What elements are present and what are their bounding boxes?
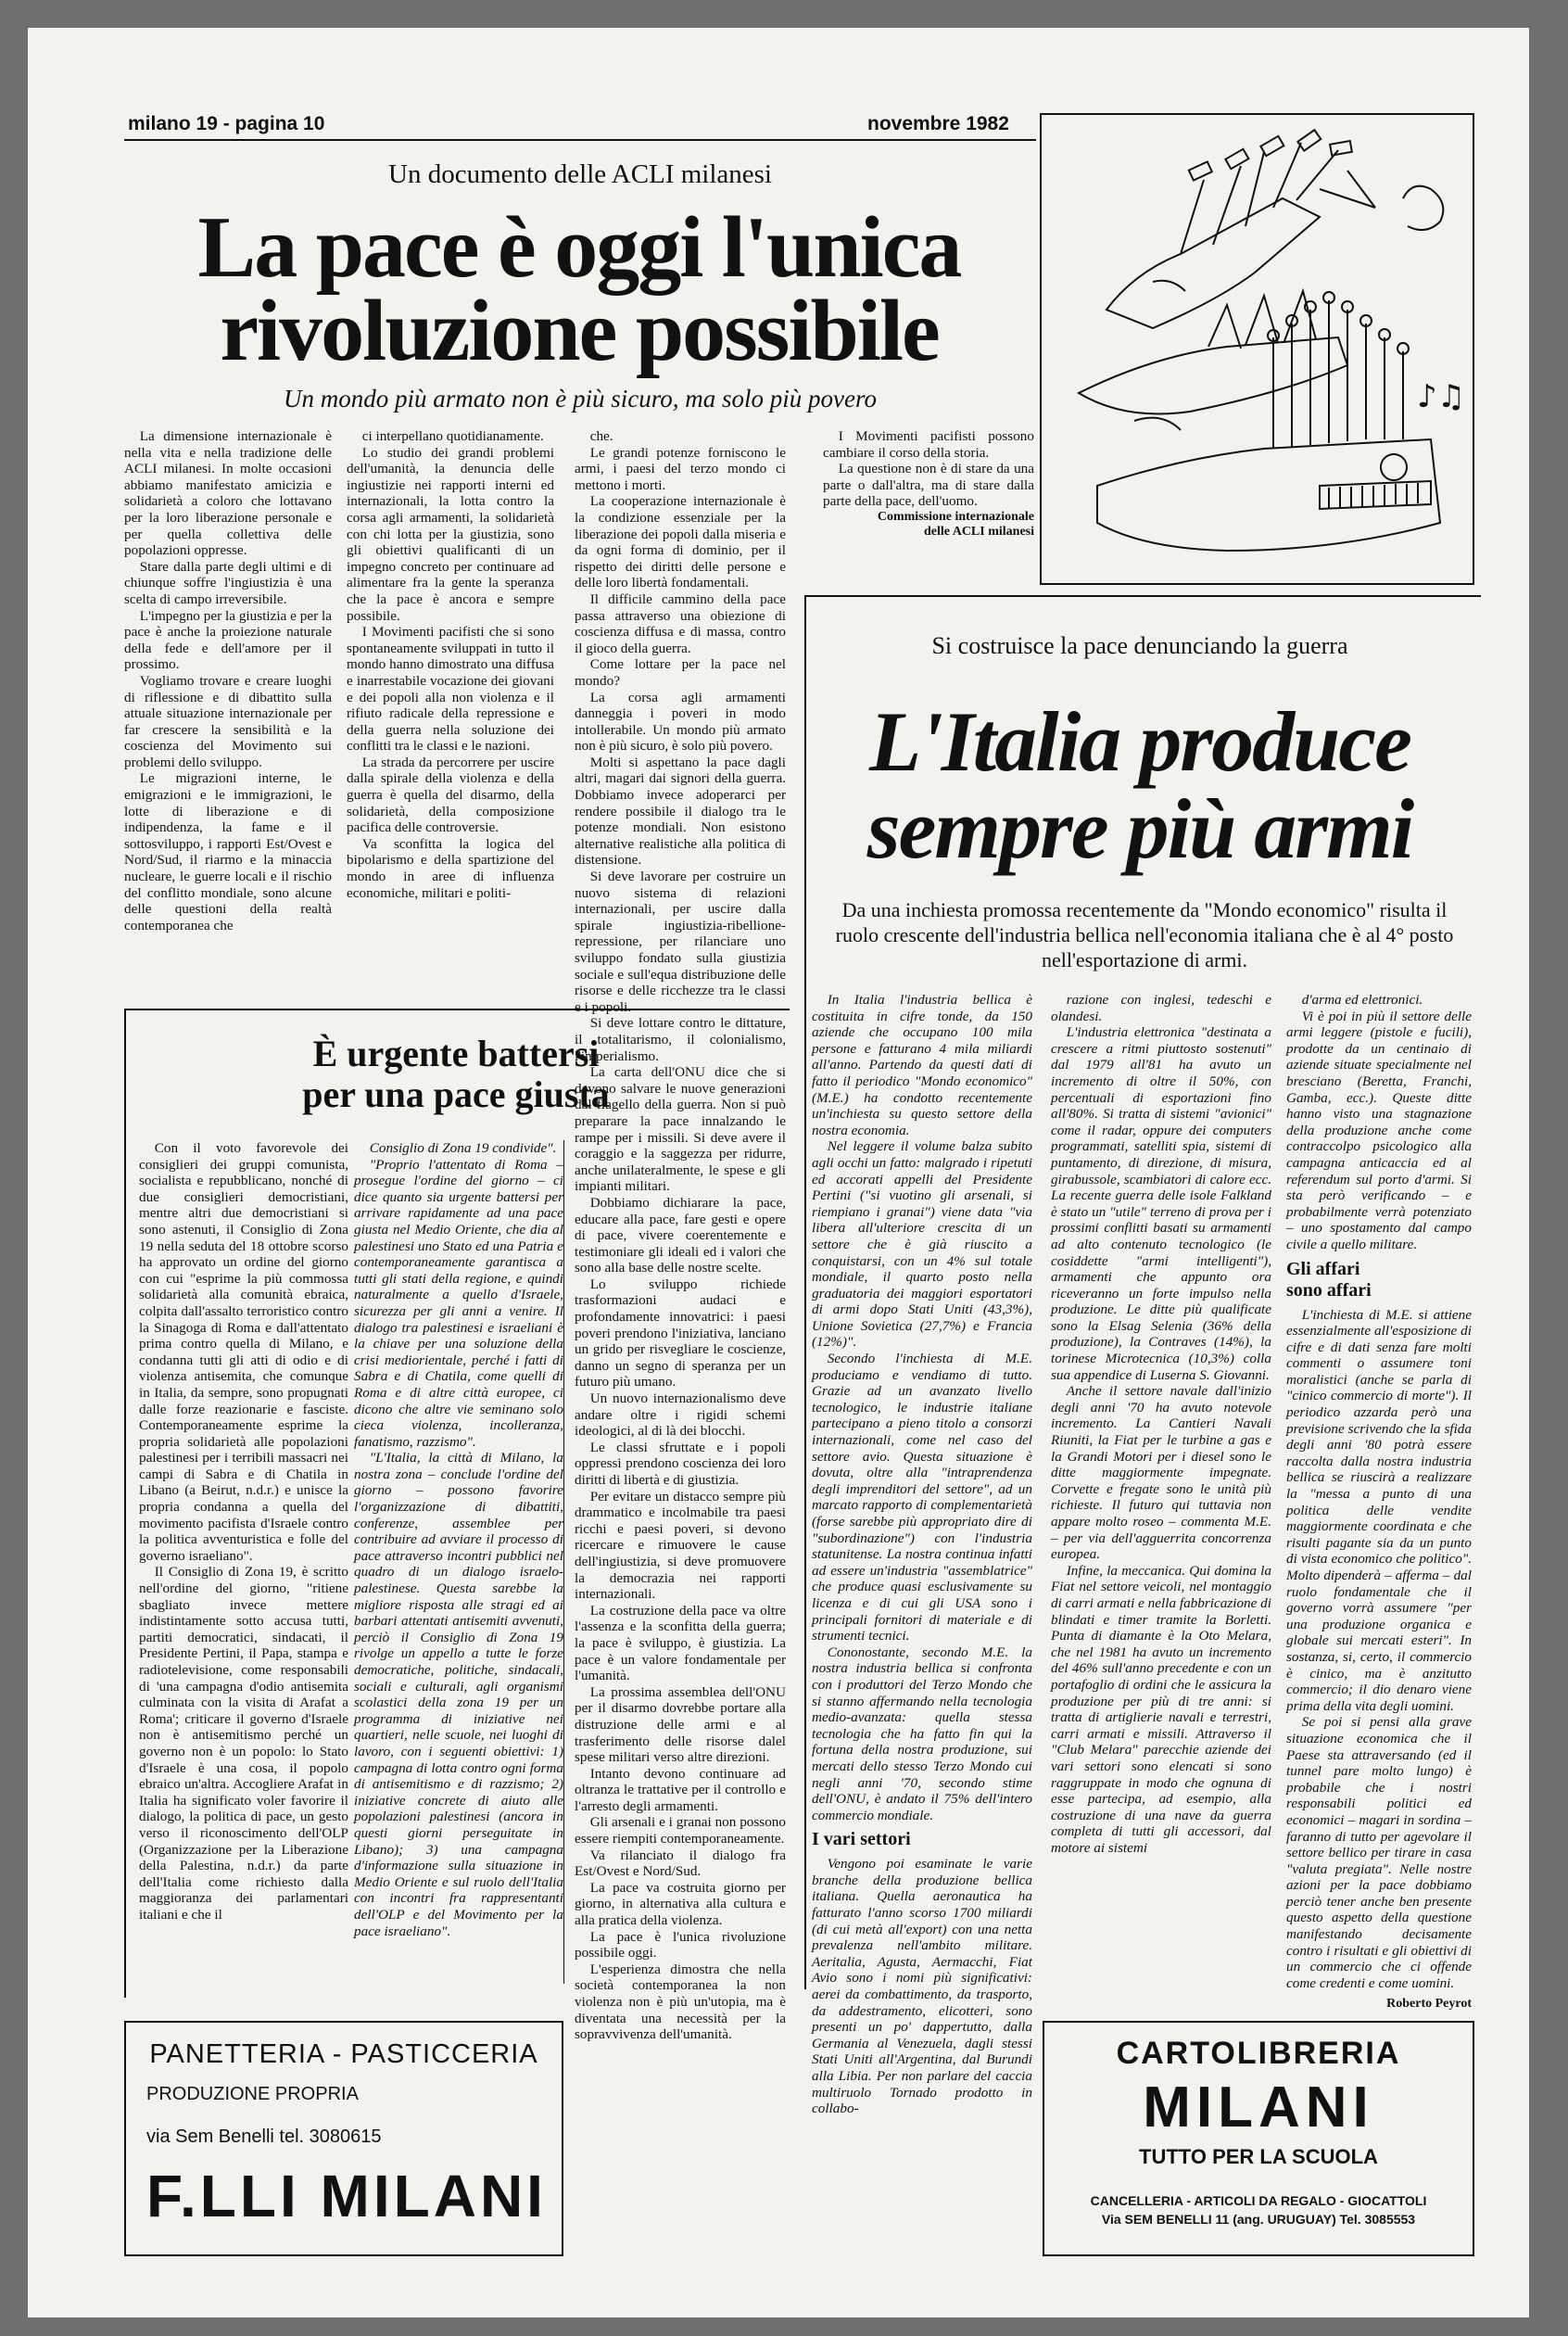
ad-panetteria-line2: PRODUZIONE PROPRIA	[146, 2084, 359, 2104]
paragraph: Le classi sfruttate e i popoli oppressi prendono coscienza dei loro diritti di libertà e di giustizia.	[575, 1439, 786, 1488]
paragraph: Va rilanciato il dialogo fra Est/Ovest e Nord/Sud.	[575, 1847, 786, 1880]
ad-panetteria-address: via Sem Benelli tel. 3080615	[146, 2127, 382, 2147]
ad-cartolibreria-items: CANCELLERIA - ARTICOLI DA REGALO - GIOCATTOLI	[1090, 2193, 1427, 2208]
warship-organ-cartoon	[1042, 115, 1473, 583]
paragraph: I Movimenti pacifisti possono cambiare il corso della storia.	[823, 428, 1034, 461]
paragraph: Come lottare per la pace nel mondo?	[575, 656, 786, 689]
article3-headline-2: sempre più armi	[866, 781, 1413, 876]
paragraph: "L'Italia, la città di Milano, la nostra zona – conclude l'ordine del giorno – possono favorire l'organizzazione di dibattiti, conferenze, assemblee per contribuire ad avviare il processo di pace attraverso incontri pubblici nel quadro di un dialogo israelo-palestinese. Questa sarebbe la migliore risposta alle stragi ed ai barbari attentati antisemiti avvenuti, perciò il Consiglio di Zona 19 rivolge un appello a tutte le forze democratiche, politiche, sindacali, sociali e culturali, agli organismi scolastici della zona 19 per un programma di iniziative nei quartieri, nelle scuole, nei luoghi di lavoro, con i seguenti obiettivi: 1) campagna di lotta contro ogni forma di antisemitismo e di razzismo; 2) iniziative concrete di aiuto alle popolazioni palestinesi (ancora in questi giorni perseguitate in Libano); 3) una campagna d'informazione sulla situazione in Medio Oriente e sul ruolo dell'Italia con incontri fra rappresentanti dell'OLP e del Movimento per la pace israeliano".	[354, 1450, 563, 1939]
paragraph: In Italia l'industria bellica è costituita in cifre tonde, da 150 aziende che occupano 100 mila persone e fatturano 4 mila miliardi all'anno. Partendo da questi dati di fatto il periodico "Mondo economico" (M.E.) ha condotto recentemente un'inchiesta su questo settore della nostra economia.	[812, 992, 1032, 1138]
article3-deck: Da una inchiesta promossa recentemente da "Mondo economico" risulta il ruolo crescente dell'industria bellica nell'economia italiana che è al 4° posto nell'esportazione di armi.	[835, 898, 1454, 971]
page-date: novembre 1982	[867, 113, 1009, 134]
paragraph: Se poi si pensi alla grave situazione economica che il Paese sta attraversando (ed il tunnel pare molto lungo) è probabile che i nostri responsabili politici ed economici – magari in sordina – faranno di tutto per agevolare il settore bellico per tirare in casa "valuta pregiata". Nelle nostre azioni per la pace dobbiamo perciò tener anche ben presente questo aspetto della questione manifestando decisamente contro i risultati e gli obiettivi di un commercio che ci offende come credenti e come uomini.	[1286, 1714, 1472, 1991]
newspaper-page	[28, 28, 1529, 2317]
article3-subhead-affari-2: sono affari	[1286, 1279, 1372, 1301]
paragraph: Le grandi potenze forniscono le armi, i paesi del terzo mondo ci mettono i morti.	[575, 444, 786, 493]
paragraph: Si deve lavorare per costruire un nuovo sistema di relazioni internazionali, per uscire dalla spirale ingiustizia-ribellione-repressione, per rilanciare uno sviluppo fondato sulla giustizia sociale e sull'equa distribuzione delle risorse e delle ricchezze tra le classi e i popoli.	[575, 869, 786, 1015]
paragraph: Le migrazioni interne, le emigrazioni e le immigrazioni, le lotte di liberazione e di indipendenza, la fame e il sottosviluppo, i rapporti Est/Ovest e Nord/Sud, il riarmo e la minaccia nucleare, le guerre locali e il rischio del conflitto mondiale, sono alcune delle questioni della realtà contemporanea che	[124, 770, 332, 933]
article3-column-1	[812, 992, 1032, 2117]
ad-panetteria	[124, 2021, 563, 2256]
paragraph: Intanto devono continuare ad oltranza le trattative per il controllo e l'arresto degli armamenti.	[575, 1765, 786, 1814]
article3-headline-1: L'Italia produce	[869, 694, 1410, 789]
article2-headline-1: È urgente battersi	[312, 1033, 600, 1074]
header-rule	[124, 139, 1036, 141]
paragraph: "Proprio l'attentato di Roma – prosegue l'ordine del giorno – ci dice quanto sia urgente battersi per arrivare rapidamente ad una pace giusta nel Medio Oriente, che dia al palestinesi uno Stato ed una Patria e contemporaneamente garantisca a tutti gli stati della regione, e quindi naturalmente a quello d'Israele, sicurezza per gli anni a venire. Il dialogo tra palestinesi e israeliani è la chiave per una soluzione della crisi mediorientale, perché i fatti di Sabra e di Chatila, come quelli di Roma e di altre città europee, ci dicono che altre vie seminano solo cieca violenza, incolleranza, fanatismo, razzismo".	[354, 1156, 563, 1450]
paragraph: d'arma ed elettronici.	[1301, 992, 1423, 1008]
paragraph: Molti si aspettano la pace dagli altri, magari dai signori della guerra. Dobbiamo invece adoperarci per rendere possibile il dialogo tra le potenze mondiali. Non esistono alternative realistiche alla politica di distensione.	[575, 754, 786, 869]
ad-panetteria-name: F.LLI MILANI	[146, 2163, 547, 2229]
paragraph: Vi è poi in più il settore delle armi leggere (pistole e fucili), prodotte da un centinaio di aziende situate specialmente nel bresciano (Beretta, Franchi, Gamba, ecc.). Queste ditte hanno visto una stagnazione della produzione anche come contraccolpo psicologico alla campagna anticaccia ed al referendum sul porto d'armi. Si sta però verificando – e probabilmente verrà potenziato – uno spostamento dal campo civile a quello militare.	[1286, 1008, 1472, 1252]
paragraph: Vengono poi esaminate le varie branche della produzione bellica italiana. Quella aeronautica ha fatturato l'anno scorso 1700 miliardi (di cui metà all'export) con una netta prevalenza nell'ambito militare. Aeritalia, Agusta, Aermacchi, Fiat Avio sono i nomi più significativi: aerei da combattimento, da trasporto, da addestramento, elicotteri, sono presenti un po' dappertutto, dalla Germania al Venezuela, dagli stessi Stati Uniti all'Argentina, dal Burundi alla Libia. Per non parlare del caccia multiruolo Tornado prodotto in collabo-	[812, 1856, 1032, 2117]
paragraph: La prossima assemblea dell'ONU per il disarmo dovrebbe portare alla distruzione delle armi e al trasferimento delle risorse dalel spese militari verso altre direzioni.	[575, 1683, 786, 1766]
article3-subhead-affari-1: Gli affari	[1286, 1258, 1360, 1279]
ad-cartolibreria-name: MILANI	[1143, 2076, 1374, 2139]
article3-signature: Roberto Peyrot	[1386, 1997, 1472, 2012]
paragraph: La dimensione internazionale è nella vita e nella tradizione delle ACLI milanesi. In molte occasioni abbiamo manifestato amicizia e solidarietà a coloro che lottavano per la loro liberazione personale e per quella collettiva delle popolazioni oppresse.	[124, 428, 332, 559]
ad-cartolibreria-tagline: TUTTO PER LA SCUOLA	[1139, 2145, 1378, 2168]
paragraph: Il Consiglio di Zona 19, è scritto nell'ordine del giorno, "ritiene sbagliato invece mettere indistintamente sotto accusa tutti, partiti democratici, sindacati, il Presidente Pertini, il Papa, stampa e radiotelevisione, come responsabili di 'una campagna d'odio antisemita culminata con la visita di Arafat a Roma'; criticare il governo d'Israele non è antisemitismo perché un governo non è un popolo: lo Stato d'Israele è una cosa, il popolo ebraico un'altra. Accogliere Arafat in Italia ha significato voler favorire il dialogo, la politica di pace, un gesto verso il riconoscimento dell'OLP (Organizzazione per la Liberazione della Palestina, n.d.r.) da parte dell'Italia come richiesto dalla maggioranza dei parlamentari italiani e che il	[139, 1564, 348, 1923]
paragraph: Gli arsenali e i granai non possono essere riempiti contemporaneamente.	[575, 1814, 786, 1847]
paragraph: L'inchiesta di M.E. si attiene essenzialmente all'esposizione di cifre e di dati senza fare molti commenti o assumere toni moralistici (anche se parla di "cinico commercio di morte"). Il periodico azzarda però una previsione scrivendo che la sfida degli anni '80 potrà essere raccolta dalla nostra industria bellica se riuscirà a realizzare la "messa a punto di una politica delle vendite maggiormente coordinata e che risulti pagante sia da un punto di vista economico che politico". Molto dipenderà – afferma – dal ruolo fondamentale che il governo vorrà assumere "per una produzione organica e globale sui mercati esteri". In sostanza, si, certo, il commercio è cinico, ma è anzitutto commercio; il dio denaro viene prima della vita degli uomini.	[1286, 1306, 1472, 1714]
paragraph: Dobbiamo dichiarare la pace, educare alla pace, fare gesti e opere di pace, vivere coerentemente e testimoniare gli ideali ed i valori che sono alla base delle nostre scelte.	[575, 1194, 786, 1276]
ad-cartolibreria-address: Via SEM BENELLI 11 (ang. URUGUAY) Tel. 3085553	[1101, 2212, 1416, 2227]
paragraph: Vogliamo trovare e creare luoghi di riflessione e di dibattito sulla attuale situazione internazionale per far crescere la sensibilità e la coscienza del Movimento sui problemi dello sviluppo.	[124, 672, 332, 770]
paragraph: Il difficile cammino della pace passa attraverso una obiezione di coscienza diffusa e di massa, contro il gioco della guerra.	[575, 590, 786, 656]
article2-column-2	[354, 1140, 563, 1984]
article3-subhead-settori: I vari settori	[812, 1829, 911, 1850]
paragraph: Lo sviluppo richiede trasformazioni audaci e profondamente innovatrici: i paesi poveri prendono l'iniziativa, lanciano un grido per risvegliare le coscienze, danno un segno di speranza per un futuro più umano.	[575, 1276, 786, 1390]
paragraph: Secondo l'inchiesta di M.E. produciamo e vendiamo di tutto. Grazie ad un avanzato livello tecnologico, le industrie italiane partecipano a pieno titolo a consorzi internazionali, come nel caso del settore avio. Questa situazione è dovuta, oltre alla "intraprendenza degli imprenditori del settore", ad un marcato rapporto di complementarietà (forse sarebbe più appropriato dire di "subordinazione") con l'industria statunitense. La nostra continua infatti ad essere un'industria "assemblatrice" che produce quasi esclusivamente su licenza e di cui gli USA sono i principali fornitori di materiale e di strumenti tecnici.	[812, 1351, 1032, 1644]
paragraph: Va sconfitta la logica del bipolarismo e della spartizione del mondo in aree di influenza economiche, militari e politi-	[347, 835, 554, 901]
article3-column-3	[1286, 992, 1472, 2012]
paragraph: I Movimenti pacifisti che si sono spontaneamente sviluppati in tutto il mondo hanno dimostrato una diffusa e inarrestabile vocazione dei giovani e dei popoli alla non violenza e il rifiuto radicale della repressione e della guerra nella soluzione dei conflitti tra le classi e le nazioni.	[347, 624, 554, 755]
paragraph: L'impegno per la giustizia e per la pace è anche la proiezione naturale della fede e dell'amore per il prossimo.	[124, 607, 332, 673]
paragraph: Con il voto favorevole dei consiglieri dei gruppi comunista, socialista e repubblicano, nonché di due consiglieri democristiani, mentre altri due democristiani si sono astenuti, il Consiglio di Zona 19 nella seduta del 18 ottobre scorso ha approvato un ordine del giorno con cui "esprime la più commossa solidarietà alla comunità ebraica, colpita dall'assalto terroristico contro la Sinagoga di Roma e dall'attentato prima contro quella di Milano, e condanna tutti gli atti di odio e di violenza antisemita, che comunque in Italia, da sempre, sono propugnati dalle forze reazionarie e fasciste. Contemporaneamente esprime la propria solidarietà alle popolazioni palestinesi per i terribili massacri nei campi di Sabra e di Chatila in Libano (a Beirut, n.d.r.) e unisce la propria condanna a quella del movimento pacifista d'Israele contro la politica avventuristica e folle del governo israeliano".	[139, 1140, 348, 1564]
article3-kicker: Si costruisce la pace denunciando la guerra	[931, 632, 1348, 659]
article1-column-4	[823, 428, 1034, 595]
paragraph: La pace è l'unica rivoluzione possibile oggi.	[575, 1928, 786, 1961]
paragraph: Per evitare un distacco sempre più drammatico e incolmabile tra paesi ricchi e paesi poveri, si devono ricercare e rimuovere le cause dell'ingiustizia, si deve promuovere la democrazia nei rapporti internazionali.	[575, 1488, 786, 1603]
article1-headline-1: La pace è oggi l'unica	[197, 199, 961, 296]
ad-cartolibreria-line1: CARTOLIBRERIA	[1116, 2036, 1401, 2071]
article1-column-1	[124, 428, 332, 984]
article1-headline-2: rivoluzione possibile	[220, 283, 939, 379]
paragraph: La cooperazione internazionale è la condizione essenziale per la liberazione dei popoli dalla miseria e da ogni forma di dominio, per il rispetto dei diritti delle persone e delle loro libertà fondamentali.	[575, 493, 786, 591]
paragraph: razione con inglesi, tedeschi e olandesi.	[1051, 992, 1271, 1024]
paragraph: Stare dalla parte degli ultimi e di chiunque soffre l'ingiustizia è una scelta di campo irreversibile.	[124, 558, 332, 607]
paragraph: L'esperienza dimostra che nella società contemporanea la non violenza non è più un'utopia, ma è diventata una necessità per la sopravvivenza dell'umanità.	[575, 1961, 786, 2043]
article1-signature-2: delle ACLI milanesi	[923, 524, 1034, 539]
svg-text:♪♫: ♪♫	[1417, 378, 1466, 415]
paragraph: Consiglio di Zona 19 condivide".	[369, 1140, 557, 1156]
paragraph: La pace va costruita giorno per giorno, in alternativa alla cultura e alla pratica della violenza.	[575, 1879, 786, 1929]
paragraph: Cononostante, secondo M.E. la nostra industria bellica si confronta con i produttori del Terzo Mondo che si stanno affermando nella tecnologia medio-avanzata: quella stessa tecnologia che ha fatto fin qui la fortuna della nostra produzione, sui mercati dello stesso Terzo Mondo cui negli anni '70, secondo stime dell'ONU, è andato il 75% dell'intero commercio mondiale.	[812, 1644, 1032, 1823]
paragraph: La corsa agli armamenti danneggia i poveri in modo intollerabile. Un mondo più armato non è più sicuro, è solo più povero.	[575, 689, 786, 755]
article1-column-2	[347, 428, 554, 984]
ad-cartolibreria	[1043, 2021, 1474, 2256]
article1-kicker: Un documento delle ACLI milanesi	[388, 159, 772, 189]
paragraph: che.	[589, 428, 613, 444]
paragraph: Infine, la meccanica. Qui domina la Fiat nel settore veicoli, nel montaggio di carri armati e nella fabbricazione di blindati e timer tramite la Borletti. Punta di diamante è la Oto Melara, che nel 1981 ha avuto un incremento del 46% sull'anno precedente e con un portafoglio di ordini che le assicura la produzione per più di tre anni: si tratta di artiglierie navali e terrestri, carri armati e missili. Attraverso il "Club Melara" parecchie aziende dei vari settori sono elencati si sono raggruppate in modo che ognuna di esse partecipa, ad esempio, alla costruzione di una nave da guerra completa di tutti gli accessori, dal motore ai sistemi	[1051, 1562, 1271, 1856]
paragraph: La carta dell'ONU dice che si devono salvare le nuove generazioni dal flagello della guerra. Non si può preparare la pace innalzando le rampe per i missili. Si deve avere il coraggio e la saggezza per ridurre, anche unilateralmente, le spese e gli impianti militari.	[575, 1064, 786, 1195]
paragraph: Un nuovo internazionalismo deve andare oltre i rigidi schemi ideologici, al di là dei blocchi.	[575, 1390, 786, 1440]
paragraph: L'industria elettronica "destinata a crescere a ritmi piuttosto sostenuti" dal 1979 all'81 ha avuto un incremento di oltre il 50%, con percentuali di esportazioni fino all'80%. Si tratta di sistemi "avionici" come il radar, oppure dei computers programmati, satelliti spia, sistemi di puntamento, di direzione, di misura, girabussole, scambiatori di calore ecc. La recente guerra delle isole Falkland è stato un "utile" terreno di prova per i prossimi conflitti basati su armamenti ad alto contenuto tecnologico (le cosiddette "armi intelligenti"), armamenti che appunto ora riceveranno un forte impulso nella produzione. Le ditte più qualificate sono la Elsag Selenia (36% della produzione), la Contraves (14%), la torinese Microtecnica (10,3%) colla sua appendice di Luserna S. Giovanni.	[1051, 1024, 1271, 1383]
paragraph: La strada da percorrere per uscire dalla spirale della violenza e della guerra è quella del disarmo, della solidarietà, della composizione pacifica delle controversie.	[347, 754, 554, 836]
paragraph: Si deve lottare contro le dittature, il totalitarismo, il colonialismo, l'imperialismo.	[575, 1015, 786, 1064]
paragraph: La questione non è di stare da una parte o dall'altra, ma di stare dalla parte della pace, dell'uomo.	[823, 461, 1034, 510]
column-divider	[563, 1140, 564, 1984]
article2-column-1	[139, 1140, 348, 1984]
article3-column-2	[1051, 992, 1271, 1993]
paragraph: Anche il settore navale dall'inizio degli anni '70 ha avuto notevole incremento. La Cantieri Navali Riuniti, la Fiat per le turbine a gas e la Grandi Motori per i diesel sono le ditte maggiormente impegnate. Corvette e fregate sono le unità più richieste. Il futuro qui tuttavia non appare molto roseo – commenta M.E. – per via dell'agguerrita concorrenza europea.	[1051, 1383, 1271, 1563]
article2-headline-2: per una pace giusta	[302, 1073, 610, 1115]
article1-signature-1: Commissione internazionale	[877, 509, 1034, 524]
paragraph: Nel leggere il volume balza subito agli occhi un fatto: malgrado i ripetuti ed accorati appelli del Presidente Pertini ("si vuotino gli arsenali, si riempiano i granai") viene data "via libera all'ulteriore crescita di un settore che è già riuscito a conquistarsi, con un 4% sul totale mondiale, il quarto posto nella graduatoria dei maggiori esportatori di armi dopo Stati Uniti (43,3%), Unione Sovietica (27,7%) e Francia (12%)".	[812, 1138, 1032, 1351]
paragraph: La costruzione della pace va oltre l'assenza e la sconfitta della guerra; la pace è sviluppo, è giustizia. La pace è un valore fondamentale per l'umanità.	[575, 1602, 786, 1684]
page-folio: milano 19 - pagina 10	[128, 113, 325, 134]
paragraph: ci interpellano quotidianamente.	[361, 428, 544, 444]
cartoon-illustration	[1040, 113, 1474, 585]
paragraph: Lo studio dei grandi problemi dell'umanità, la denuncia delle ingiustizie nei rapporti interni ed internazionali, la lotta contro la corsa agli armamenti, la solidarietà con chi lotta per la giustizia, sono gli obiettivi qualificanti di un impegno concreto per continuare ad alimentare fra la gente la speranza che la pace è ancora e sempre possibile.	[347, 444, 554, 624]
ad-panetteria-line1: PANETTERIA - PASTICCERIA	[149, 2039, 538, 2069]
article1-subheadline: Un mondo più armato non è più sicuro, ma solo più povero	[284, 385, 877, 413]
